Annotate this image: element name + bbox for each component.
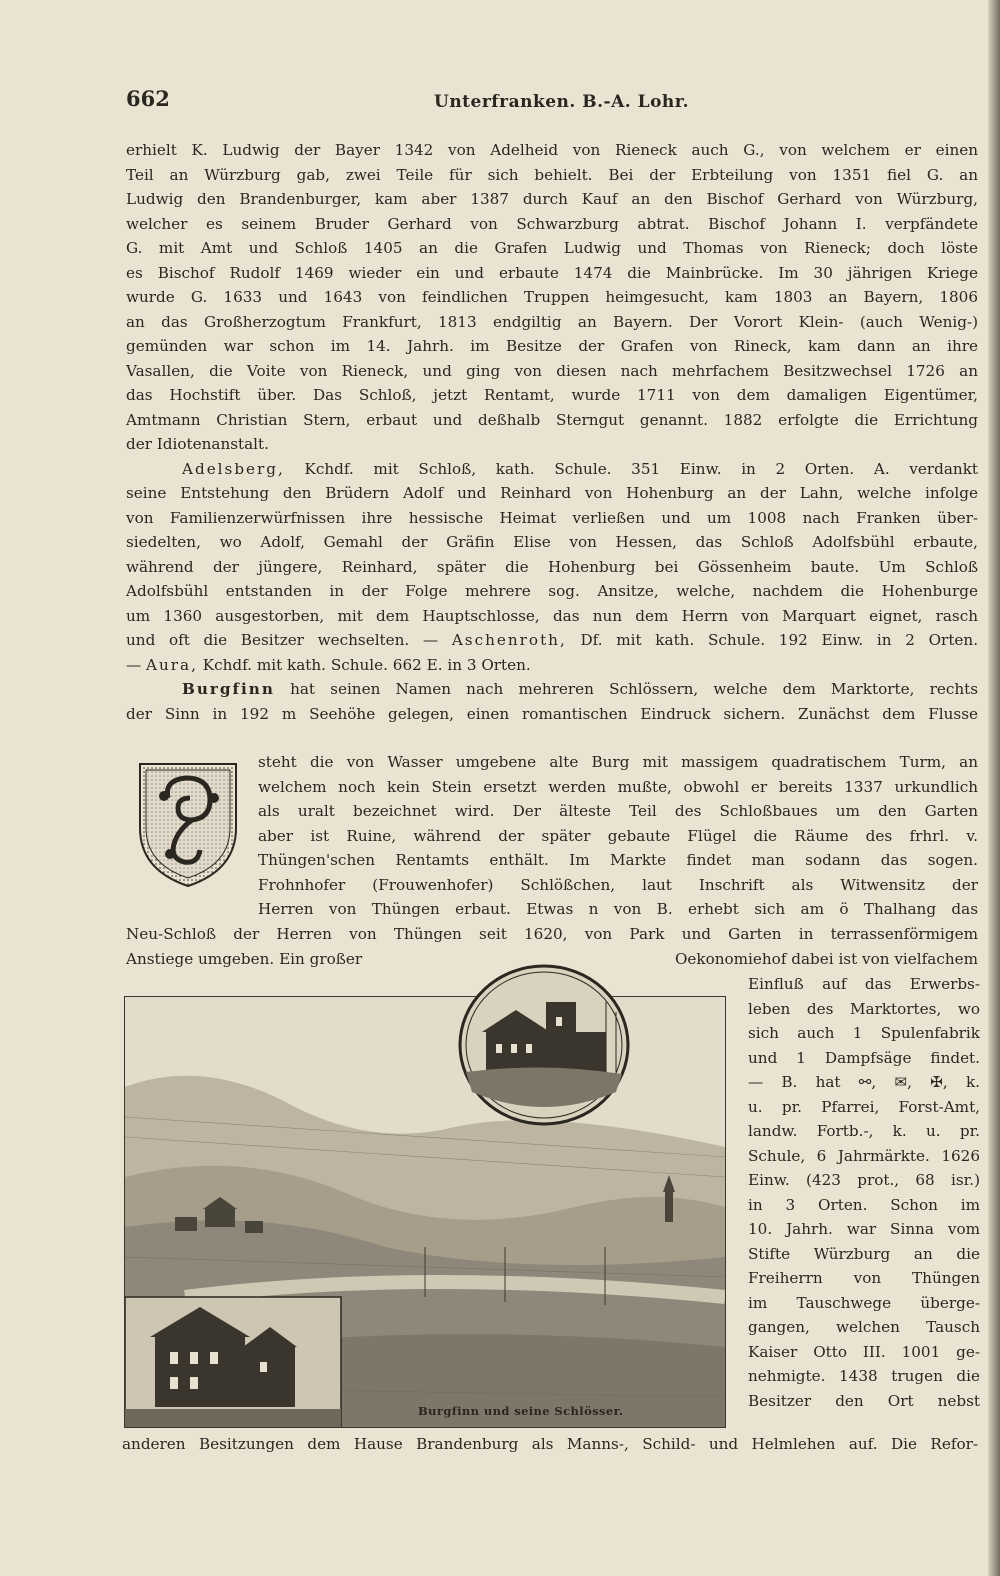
text-line: [126, 628, 978, 653]
text-fragment: Anstiege umgeben. Ein großer: [126, 949, 363, 968]
text-line: Vasallen, die Voite von Rieneck, und ging von diesen nach mehrfachem Besitzwechsel 1726 an: [126, 361, 978, 380]
text-line: Ludwig den Brandenburger, kam aber 1387 durch Kauf an den Bischof Gerhard von Würzburg,: [126, 190, 978, 208]
text-line: der Idiotenanstalt.: [126, 435, 269, 453]
text-line: seine Entstehung den Brüdern Adolf und Reinhard von Hohenburg an der Lahn, welche infolge: [126, 484, 978, 502]
text-line: Frohnhofer (Frouwenhofer) Schlößchen, laut Inschrift als Witwensitz der: [258, 875, 978, 894]
text-line: während der jüngere, Reinhard, später die Hohenburg bei Gössenheim baute. Um Schloß: [126, 557, 978, 576]
text-fragment: Kchdf. mit Schloß, kath. Schule. 351 Einw. in 2 Orten. A. verdankt: [284, 459, 978, 478]
right-column-text: [748, 972, 980, 1413]
text-line: das Hochstift über. Das Schloß, jetzt Rentamt, wurde 1711 von dem damaligen Eigentümer,: [126, 386, 978, 404]
place-name-burgfinn: Burgfinn: [182, 680, 275, 698]
text-line: erhielt K. Ludwig der Bayer 1342 von Adelheid von Rieneck auch G., von welchem er einen: [126, 141, 978, 159]
text-line: Amtmann Christian Stern, erbaut und deßhalb Sterngut genannt. 1882 erfolgte die Errichtung: [126, 410, 978, 429]
text-line: als uralt bezeichnet wird. Der älteste Teil des Schloßbaues um den Garten: [258, 802, 978, 820]
text-line: [126, 457, 978, 482]
text-fragment: Oekonomiehof dabei ist von vielfachem: [674, 949, 978, 968]
text-line: G. mit Amt und Schloß 1405 an die Grafen Ludwig und Thomas von Rieneck; doch löste: [126, 239, 978, 257]
text-line: — B. hat ⚯, ✉, ✠, k.: [748, 1073, 980, 1091]
text-fragment: hat seinen Namen nach mehreren Schlössern, welche dem Marktorte, rechts: [290, 680, 978, 698]
text-line: Teil an Würzburg gab, zwei Teile für sich behielt. Bei der Erbteilung von 1351 fiel G. an: [126, 165, 978, 184]
text-line: Schule, 6 Jahrmärkte. 1626: [748, 1146, 980, 1165]
text-line: welcher es seinem Bruder Gerhard von Schwarzburg abtrat. Bischof Johann I. verpfändete: [126, 214, 978, 233]
text-line: sich auch 1 Spulenfabrik: [748, 1024, 980, 1042]
text-fragment: und oft die Besitzer wechselten. —: [126, 631, 439, 649]
running-head: Unterfranken. B.-A. Lohr.: [434, 92, 690, 112]
text-line: Adolfsbühl entstanden in der Folge mehrere sog. Ansitze, welche, nachdem die Hohenburge: [126, 582, 978, 600]
text-block: [122, 1432, 978, 1457]
landscape-illustration: [124, 996, 726, 1428]
text-fragment: Kchdf. mit kath. Schule. 662 E. in 3 Orten.: [202, 655, 531, 674]
text-line: siedelten, wo Adolf, Gemahl der Gräfin Elise von Hessen, das Schloß Adolfsbühl erbaute,: [126, 533, 978, 551]
text-line: Stifte Würzburg an die: [748, 1244, 980, 1263]
text-line: steht die von Wasser umgebene alte Burg mit massigem quadratischem Turm, an: [258, 753, 978, 771]
text-line: und 1 Dampfsäge findet.: [748, 1048, 980, 1067]
text-line: von Familienzerwürfnissen ihre hessische Heimat verließen und um 1008 nach Franken über-: [126, 508, 978, 527]
page-edge: [988, 0, 1000, 1576]
text-line: an das Großherzogtum Frankfurt, 1813 endgiltig an Bayern. Der Vorort Klein- (auch Wenig-): [126, 312, 978, 331]
body-text: [126, 138, 978, 726]
text-line: im Tauschwege überge-: [748, 1293, 980, 1312]
text-line: u. pr. Pfarrei, Forst-Amt,: [748, 1097, 980, 1116]
text-fragment: —: [126, 655, 142, 674]
text-line: in 3 Orten. Schon im: [748, 1195, 980, 1214]
text-line: [126, 653, 978, 678]
text-line: welchem noch kein Stein ersetzt werden mußte, obwohl er bereits 1337 urkundlich: [258, 777, 978, 796]
place-name-adelsberg: Adelsberg,: [182, 459, 285, 478]
castle-medallion-image: [456, 962, 632, 1128]
coat-of-arms-image: [134, 758, 242, 890]
text-line: [126, 677, 978, 702]
text-line: leben des Marktortes, wo: [748, 999, 980, 1018]
text-line: Besitzer den Ort nebst: [748, 1391, 980, 1410]
text-line: Freiherrn von Thüngen: [748, 1269, 980, 1287]
text-line: Herren von Thüngen erbaut. Etwas n von B. erhebt sich am ö Thalhang das: [258, 900, 978, 918]
text-line: anderen Besitzungen dem Hause Brandenburg als Manns-, Schild- und Helmlehen auf. Die Refor-: [122, 1435, 978, 1453]
place-name-aschenroth: Aschenroth,: [451, 631, 567, 649]
page-number: 662: [126, 86, 170, 111]
text-line: der Sinn in 192 m Seehöhe gelegen, einen romantischen Eindruck sichern. Zunächst dem Flusse: [126, 704, 978, 723]
text-line: nehmigte. 1438 trugen die: [748, 1367, 980, 1385]
text-line: es Bischof Rudolf 1469 wieder ein und erbaute 1474 die Mainbrücke. Im 30 jährigen Kriege: [126, 263, 978, 282]
text-line: Einw. (423 prot., 68 isr.): [748, 1171, 980, 1189]
text-line: wurde G. 1633 und 1643 von feindlichen Truppen heimgesucht, kam 1803 an Bayern, 1806: [126, 288, 978, 306]
text-fragment: Df. mit kath. Schule. 192 Einw. in 2 Orten.: [580, 631, 978, 649]
figure-caption: Burgfinn und seine Schlösser.: [418, 1404, 624, 1418]
text-line: gemünden war schon im 14. Jahrh. im Besitze der Grafen von Rineck, kam dann an ihre: [126, 337, 978, 355]
text-line: Kaiser Otto III. 1001 ge-: [748, 1342, 980, 1361]
text-line: aber ist Ruine, während der später gebaute Flügel die Räume des frhrl. v.: [258, 826, 978, 845]
text-line: Einfluß auf das Erwerbs-: [748, 975, 980, 993]
wrapped-text-block: [258, 750, 978, 922]
text-line: Neu-Schloß der Herren von Thüngen seit 1620, von Park und Garten in terrassenförmigem: [126, 925, 978, 943]
text-line: um 1360 ausgestorben, mit dem Hauptschlosse, das nun dem Herrn von Marquart eignet, rasch: [126, 606, 978, 625]
place-name-aura: Aura,: [146, 655, 198, 674]
text-line: gangen, welchen Tausch: [748, 1318, 980, 1336]
text-line: 10. Jahrh. war Sinna vom: [748, 1220, 980, 1238]
text-line: landw. Fortb.-, k. u. pr.: [748, 1122, 980, 1140]
page-header: [126, 86, 976, 122]
text-line: Thüngen'schen Rentamts enthält. Im Markte findet man sodann das sogen.: [258, 851, 978, 869]
